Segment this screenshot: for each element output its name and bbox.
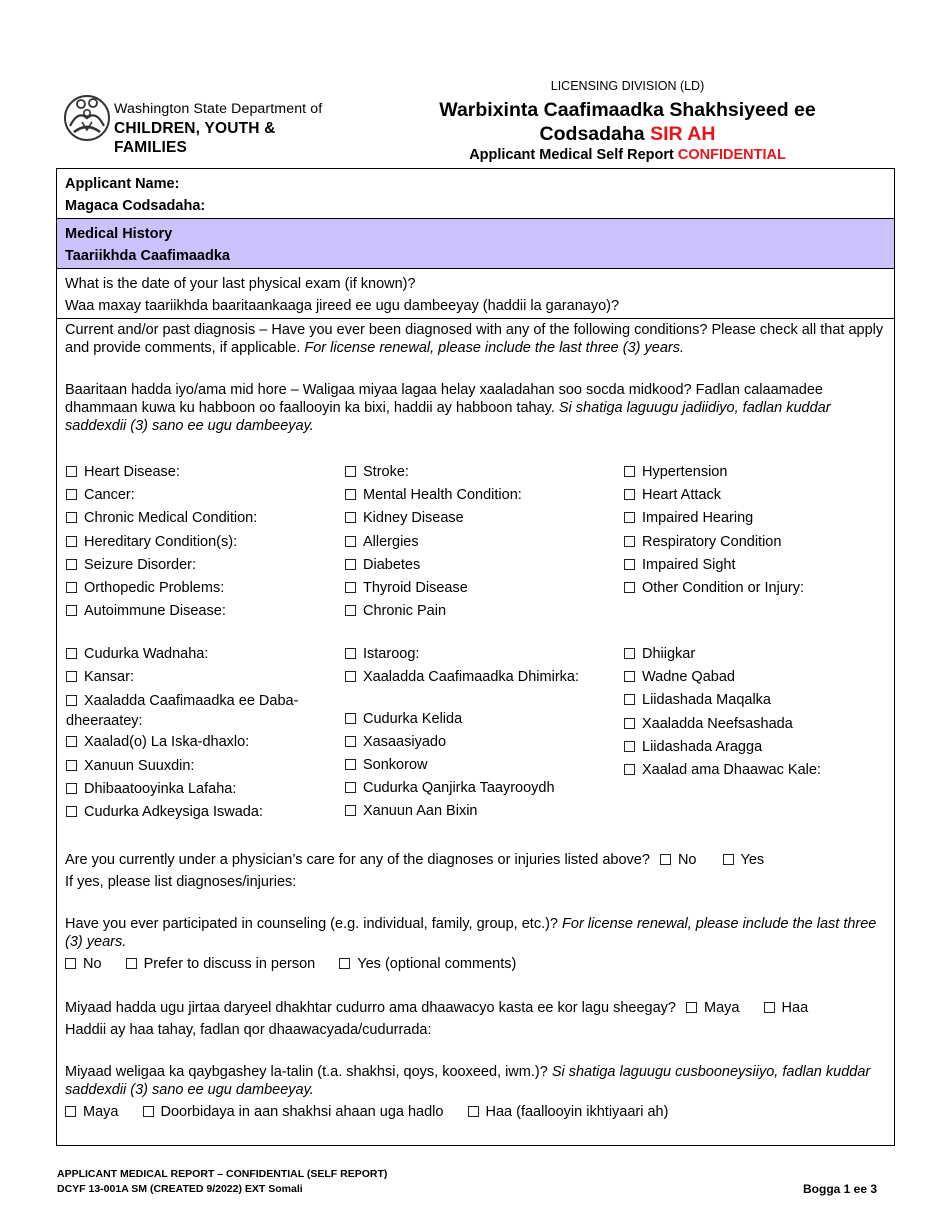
conditions-col-2: [345, 461, 615, 623]
applicant-name-label: Applicant Name:: [65, 176, 180, 192]
checkbox-icon: [624, 582, 635, 593]
checkbox-icon: [66, 671, 77, 682]
condition-checkbox-so[interactable]: Xasaasiyado: [345, 731, 615, 754]
physician-care-question-so: [65, 999, 885, 1017]
checkbox-icon: [624, 512, 635, 523]
physician-care-question: [65, 851, 885, 869]
condition-checkbox-so[interactable]: Istaroog:: [345, 643, 615, 666]
condition-checkbox-so[interactable]: Dhibaatooyinka Lafaha:: [66, 778, 324, 801]
counseling-text-so: Miyaad weligaa ka qaybgashey la-talin (t.a. shakhsi, qoys, kooxeed, iwm.)?: [65, 1064, 548, 1080]
counseling-question-so: [65, 1063, 885, 1099]
checkbox-icon: [65, 958, 76, 969]
condition-checkbox-so[interactable]: Cudurka Adkeysiga Iswada:: [66, 801, 324, 824]
condition-checkbox[interactable]: Chronic Pain: [345, 600, 615, 623]
condition-checkbox[interactable]: Heart Attack: [624, 484, 884, 507]
title-confidential-so: SIR AH: [650, 123, 716, 145]
condition-checkbox-so[interactable]: Liidashada Aragga: [624, 736, 884, 759]
condition-checkbox[interactable]: Respiratory Condition: [624, 531, 884, 554]
conditions-so-col-1: [66, 643, 324, 824]
diagnosis-intro-so: [65, 381, 885, 435]
counseling-discuss-checkbox[interactable]: Prefer to discuss in person: [126, 955, 316, 973]
checkbox-icon: [126, 958, 137, 969]
diagnosis-intro-en: [65, 321, 885, 357]
checkbox-icon: [345, 582, 356, 593]
checkbox-icon: [345, 536, 356, 547]
checkbox-icon: [345, 782, 356, 793]
condition-checkbox-so[interactable]: Xaaladda Caafimaadka Dhimirka:: [345, 666, 615, 708]
checkbox-icon: [65, 1106, 76, 1117]
logo-line-department: Washington State Department of: [114, 101, 323, 117]
checkbox-icon: [624, 694, 635, 705]
conditions-so-col-3: [624, 643, 884, 782]
physician-care-yes-checkbox-so[interactable]: Haa: [764, 999, 809, 1017]
page-number: Bogga 1 ee 3: [803, 1182, 878, 1196]
footer-form-info: [57, 1167, 387, 1197]
medical-history-title-so: Taariikhda Caafimaadka: [65, 248, 230, 264]
checkbox-icon: [624, 536, 635, 547]
checkbox-icon: [66, 559, 77, 570]
condition-checkbox[interactable]: Stroke:: [345, 461, 615, 484]
counseling-no-checkbox-so[interactable]: Maya: [65, 1103, 118, 1121]
counseling-options: [65, 955, 885, 973]
physician-care-no-checkbox[interactable]: No: [660, 851, 697, 869]
checkbox-icon: [66, 536, 77, 547]
page-title: [405, 98, 850, 146]
counseling-renewal: For license renewal, please include the last three (3) years.: [65, 916, 877, 950]
condition-checkbox[interactable]: Thyroid Disease: [345, 577, 615, 600]
medical-history-title: Medical History: [65, 226, 173, 242]
checkbox-icon: [624, 718, 635, 729]
condition-checkbox[interactable]: Other Condition or Injury:: [624, 577, 884, 600]
condition-checkbox[interactable]: Kidney Disease: [345, 507, 615, 530]
checkbox-icon: [660, 854, 671, 865]
physician-care-text: Are you currently under a physician’s care for any of the diagnoses or injuries listed above?: [65, 852, 650, 868]
condition-checkbox-so[interactable]: Kansar:: [66, 666, 324, 689]
diagnosis-intro-renewal-so: Si shatiga laguugu jadiidiyo, fadlan kuddar saddexdii (3) sano ee ugu dambeeyay.: [65, 400, 831, 434]
dcyf-logo: [62, 92, 337, 156]
condition-checkbox-so[interactable]: Xanuun Suuxdin:: [66, 755, 324, 778]
footer-form-number: DCYF 13-001A SM (CREATED 9/2022) EXT Somali: [57, 1183, 303, 1195]
counseling-text: Have you ever participated in counseling (e.g. individual, family, group, etc.)?: [65, 916, 558, 932]
checkbox-icon: [624, 648, 635, 659]
checkbox-icon: [723, 854, 734, 865]
checkbox-icon: [345, 605, 356, 616]
condition-checkbox[interactable]: Allergies: [345, 531, 615, 554]
condition-checkbox[interactable]: Chronic Medical Condition:: [66, 507, 336, 530]
checkbox-icon: [345, 713, 356, 724]
condition-checkbox-so[interactable]: Xaalad(o) La Iska-dhaxlo:: [66, 731, 324, 754]
last-exam-question-so: Waa maxay taariikhda baaritaankaaga jireed ee ugu dambeeyay (haddii la garanayo)?: [65, 298, 620, 314]
checkbox-icon: [66, 489, 77, 500]
condition-checkbox-so[interactable]: Xaalad ama Dhaawac Kale:: [624, 759, 884, 782]
licensing-division: LICENSING DIVISION (LD): [550, 79, 705, 93]
condition-checkbox[interactable]: Diabetes: [345, 554, 615, 577]
checkbox-icon: [66, 760, 77, 771]
condition-checkbox-so[interactable]: Wadne Qabad: [624, 666, 884, 689]
checkbox-icon: [686, 1002, 697, 1013]
checkbox-icon: [345, 671, 356, 682]
checkbox-icon: [624, 741, 635, 752]
checkbox-icon: [66, 512, 77, 523]
checkbox-icon: [624, 559, 635, 570]
condition-checkbox[interactable]: Orthopedic Problems:: [66, 577, 336, 600]
condition-checkbox-so[interactable]: Sonkorow: [345, 754, 615, 777]
checkbox-icon: [66, 605, 77, 616]
last-exam-question: What is the date of your last physical exam (if known)?: [65, 276, 416, 292]
diagnosis-intro-text: Current and/or past diagnosis – Have you ever been diagnosed with any of the following conditions? Please check all that apply and provide comments, if applicable.: [65, 322, 884, 356]
applicant-name-label-so: Magaca Codsadaha:: [65, 198, 206, 214]
counseling-renewal-so: Si shatiga laguugu cusbooneysiiyo, fadlan kuddar saddexdii (3) sano ee ugu dambeeyay.: [65, 1064, 871, 1098]
condition-checkbox[interactable]: Seizure Disorder:: [66, 554, 336, 577]
checkbox-icon: [345, 489, 356, 500]
logo-line-agency: CHILDREN, YOUTH & FAMILIES: [114, 120, 276, 156]
checkbox-icon: [624, 671, 635, 682]
title-line-1: Warbixinta Caafimaadka Shakhsiyeed ee: [439, 99, 816, 121]
checkbox-icon: [345, 512, 356, 523]
page-subtitle: [405, 147, 850, 163]
condition-checkbox-so[interactable]: Cudurka Kelida: [345, 708, 615, 731]
conditions-so-col-2: [345, 643, 615, 824]
condition-checkbox[interactable]: Heart Disease:: [66, 461, 336, 484]
diagnosis-intro-renewal: For license renewal, please include the last three (3) years.: [304, 340, 684, 356]
footer-report-title: APPLICANT MEDICAL REPORT – CONFIDENTIAL (SELF REPORT): [57, 1168, 388, 1180]
condition-checkbox-so[interactable]: Cudurka Wadnaha:: [66, 643, 324, 666]
condition-checkbox-so[interactable]: Cudurka Qanjirka Taayrooydh: [345, 777, 615, 800]
counseling-yes-checkbox[interactable]: Yes (optional comments): [339, 955, 516, 973]
subtitle-text: Applicant Medical Self Report: [469, 147, 674, 163]
conditions-col-1: [66, 461, 336, 623]
condition-checkbox[interactable]: Cancer:: [66, 484, 336, 507]
checkbox-icon: [345, 736, 356, 747]
condition-checkbox[interactable]: Autoimmune Disease:: [66, 600, 336, 623]
checkbox-icon: [66, 736, 77, 747]
physician-care-followup-so: Haddii ay haa tahay, fadlan qor dhaawacyada/cudurrada:: [65, 1022, 432, 1038]
physician-care-followup: If yes, please list diagnoses/injuries:: [65, 874, 297, 890]
physician-care-yes-checkbox[interactable]: Yes: [723, 851, 765, 869]
counseling-no-checkbox[interactable]: No: [65, 955, 102, 973]
medical-history-heading: [57, 219, 894, 269]
checkbox-icon: [66, 582, 77, 593]
checkbox-icon: [66, 806, 77, 817]
condition-checkbox[interactable]: Mental Health Condition:: [345, 484, 615, 507]
applicant-name-field[interactable]: [57, 169, 894, 219]
family-emblem-icon: [62, 92, 112, 142]
subtitle-confidential: CONFIDENTIAL: [677, 147, 786, 163]
condition-checkbox[interactable]: Hereditary Condition(s):: [66, 531, 336, 554]
condition-checkbox[interactable]: Impaired Sight: [624, 554, 884, 577]
checkbox-icon: [339, 958, 350, 969]
checkbox-icon: [624, 489, 635, 500]
checkbox-icon: [764, 1002, 775, 1013]
checkbox-icon: [345, 559, 356, 570]
title-line-2: Codsadaha: [539, 123, 645, 145]
counseling-yes-checkbox-so[interactable]: Haa (faallooyin ikhtiyaari ah): [468, 1103, 669, 1121]
condition-checkbox[interactable]: Hypertension: [624, 461, 884, 484]
diagnosis-intro-text-so: Baaritaan hadda iyo/ama mid hore – Waligaa miyaa lagaa helay xaaladahan soo socda midkood? Fadlan calaamadee dhammaan kuwa ku habboon oo faallooyin ka bixi, haddii ay habboon tahay.: [65, 382, 823, 416]
condition-checkbox[interactable]: Impaired Hearing: [624, 507, 884, 530]
condition-checkbox-so[interactable]: Xanuun Aan Bixin: [345, 800, 615, 823]
counseling-discuss-checkbox-so[interactable]: Doorbidaya in aan shakhsi ahaan uga hadlo: [143, 1103, 444, 1121]
checkbox-icon: [66, 466, 77, 477]
condition-checkbox-so[interactable]: Dhiigkar: [624, 643, 884, 666]
checkbox-icon: [66, 648, 77, 659]
counseling-options-so: [65, 1103, 885, 1121]
checkbox-icon: [66, 783, 77, 794]
checkbox-icon: [624, 466, 635, 477]
conditions-col-3: [624, 461, 884, 600]
physician-care-text-so: Miyaad hadda ugu jirtaa daryeel dhakhtar cudurro ama dhaawacyo kasta ee kor lagu sheegay?: [65, 1000, 676, 1016]
last-exam-field[interactable]: [57, 269, 894, 319]
condition-checkbox-so[interactable]: Xaaladda Caafimaadka ee Daba-dheeraatey:: [66, 693, 299, 730]
physician-care-no-checkbox-so[interactable]: Maya: [686, 999, 739, 1017]
checkbox-icon: [624, 764, 635, 775]
checkbox-icon: [345, 466, 356, 477]
checkbox-icon: [143, 1106, 154, 1117]
checkbox-icon: [345, 805, 356, 816]
checkbox-icon: [66, 695, 77, 706]
condition-checkbox-so[interactable]: Xaaladda Neefsashada: [624, 713, 884, 736]
checkbox-icon: [345, 759, 356, 770]
checkbox-icon: [345, 648, 356, 659]
checkbox-icon: [468, 1106, 479, 1117]
condition-checkbox-so[interactable]: Liidashada Maqalka: [624, 689, 884, 712]
counseling-question: [65, 915, 885, 951]
